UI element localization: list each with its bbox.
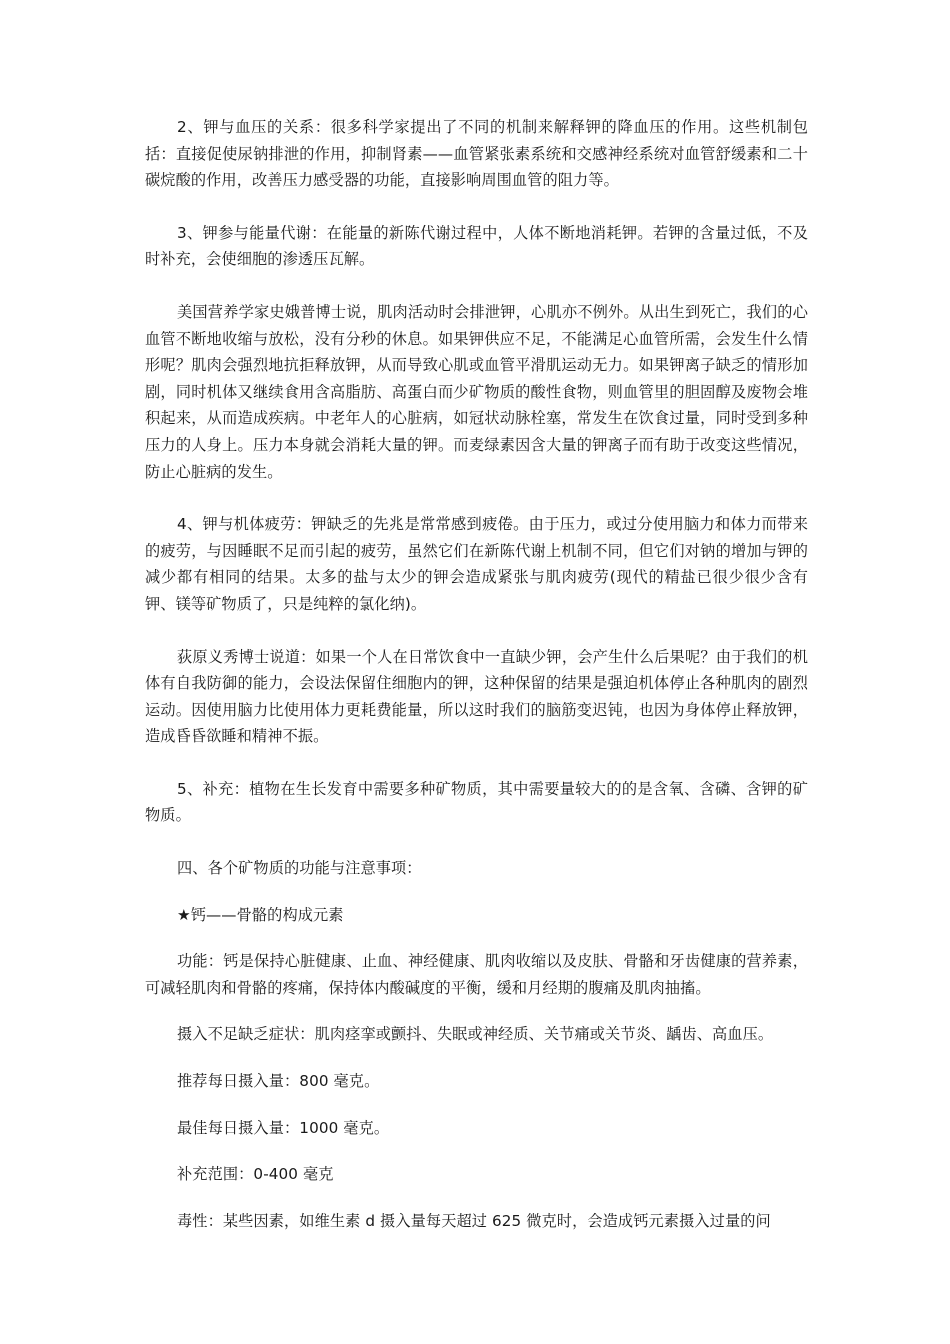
- paragraph-potassium-energy-metabolism: 3、钾参与能量代谢：在能量的新陈代谢过程中，人体不断地消耗钾。若钾的含量过低，不及时补充，会使细胞的渗透压瓦解。: [145, 223, 808, 269]
- paragraph-calcium-toxicity: 毒性：某些因素，如维生素 d 摄入量每天超过 625 微克时，会造成钙元素摄入过量的问: [177, 1211, 771, 1230]
- document-body: [145, 114, 808, 1234]
- paragraph-calcium-function: 功能：钙是保持心脏健康、止血、神经健康、肌肉收缩以及皮肤、骨骼和牙齿健康的营养素，可减轻肌肉和骨骼的疼痛，保持体内酸碱度的平衡，缓和月经期的腹痛及肌肉抽搐。: [145, 952, 808, 997]
- section-heading-minerals: 四、各个矿物质的功能与注意事项：: [177, 859, 422, 878]
- subheading-calcium: ★钙——骨骼的构成元素: [177, 905, 344, 924]
- paragraph-dr-shiepu-quote: 美国营养学家史娥普博士说，肌肉活动时会排泄钾，心肌亦不例外。从出生到死亡，我们的心血管不断地收缩与放松，没有分秒的休息。如果钾供应不足，不能满足心血管所需，会发生什么情形呢？肌肉会强烈地抗拒释放钾，从而导致心肌或血管平滑肌运动无力。如果钾离子缺乏的情形加剧，同时机体又继续食用含高脂肪、高蛋白而少矿物质的酸性食物，则血管里的胆固醇及废物会堆积起来，从而造成疾病。中老年人的心脏病，如冠状动脉栓塞，常发生在饮食过量，同时受到多种压力的人身上。压力本身就会消耗大量的钾。而麦绿素因含大量的钾离子而有助于改变这些情况，防止心脏病的发生。: [145, 302, 808, 481]
- paragraph-calcium-recommended-intake: 推荐每日摄入量：800 毫克。: [177, 1072, 380, 1091]
- paragraph-potassium-fatigue: 4、钾与机体疲劳：钾缺乏的先兆是常常感到疲倦。由于压力，或过分使用脑力和体力而带来的疲劳，与因睡眠不足而引起的疲劳，虽然它们在新陈代谢上机制不同，但它们对钠的增加与钾的减少都有相同的结果。太多的盐与太少的钾会造成紧张与肌肉疲劳(现代的精盐已很少很少含有钾、镁等矿物质了，只是纯粹的氯化纳)。: [145, 515, 808, 613]
- paragraph-calcium-supplement-range: 补充范围：0-400 毫克: [177, 1165, 334, 1184]
- paragraph-supplement: 5、补充：植物在生长发育中需要多种矿物质，其中需要量较大的的是含氧、含磷、含钾的矿物质。: [145, 779, 808, 825]
- paragraph-calcium-optimal-intake: 最佳每日摄入量：1000 毫克。: [177, 1118, 390, 1137]
- paragraph-calcium-deficiency: 摄入不足缺乏症状：肌肉痉挛或颤抖、失眠或神经质、关节痛或关节炎、龋齿、高血压。: [177, 1025, 774, 1044]
- paragraph-potassium-blood-pressure: 2、钾与血压的关系：很多科学家提出了不同的机制来解释钾的降血压的作用。这些机制包括：直接促使尿钠排泄的作用，抑制肾素——血管紧张素系统和交感神经系统对血管舒缓素和二十碳烷酸的作用，改善压力感受器的功能，直接影响周围血管的阻力等。: [145, 118, 808, 190]
- paragraph-dr-ogiwara-quote: 荻原义秀博士说道：如果一个人在日常饮食中一直缺少钾，会产生什么后果呢？由于我们的机体有自我防御的能力，会设法保留住细胞内的钾，这种保留的结果是强迫机体停止各种肌肉的剧烈运动。因使用脑力比使用体力更耗费能量，所以这时我们的脑筋变迟钝，也因为身体停止释放钾，造成昏昏欲睡和精神不振。: [145, 647, 808, 746]
